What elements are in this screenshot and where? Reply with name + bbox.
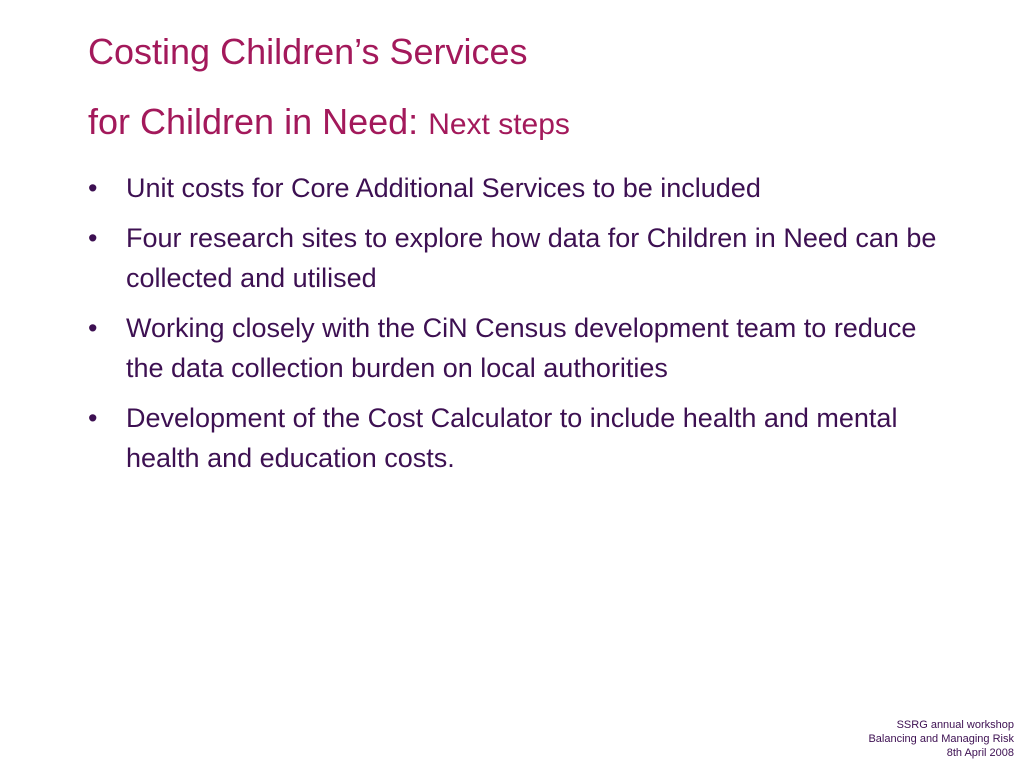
bullet-mark: • bbox=[88, 403, 98, 433]
bullet-list bbox=[88, 168, 948, 488]
bullet-item bbox=[88, 218, 948, 298]
footer-theme: Balancing and Managing Risk bbox=[868, 733, 1014, 745]
footer-event: SSRG annual workshop bbox=[896, 719, 1014, 731]
bullet-mark: • bbox=[88, 223, 98, 253]
bullet-item bbox=[88, 308, 948, 388]
bullet-text: Development of the Cost Calculator to include health and mental health and education costs. bbox=[126, 403, 898, 473]
bullet-item bbox=[88, 398, 948, 478]
title-line-2-sub: Next steps bbox=[428, 108, 570, 141]
bullet-text: Working closely with the CiN Census development team to reduce the data collection burden on local authorities bbox=[126, 313, 917, 383]
bullet-item bbox=[88, 168, 948, 208]
bullet-text: Unit costs for Core Additional Services to be included bbox=[126, 173, 761, 203]
title-line-2-main: for Children in Need: bbox=[88, 101, 419, 142]
title-line-2 bbox=[88, 100, 968, 147]
bullet-mark: • bbox=[88, 313, 98, 343]
slide-footer bbox=[868, 718, 1014, 760]
footer-date: 8th April 2008 bbox=[946, 747, 1014, 759]
bullet-text: Four research sites to explore how data for Children in Need can be collected and utilised bbox=[126, 223, 937, 293]
slide-title bbox=[88, 30, 968, 173]
bullet-mark: • bbox=[88, 173, 98, 203]
title-line-1: Costing Children’s Services bbox=[88, 31, 528, 72]
